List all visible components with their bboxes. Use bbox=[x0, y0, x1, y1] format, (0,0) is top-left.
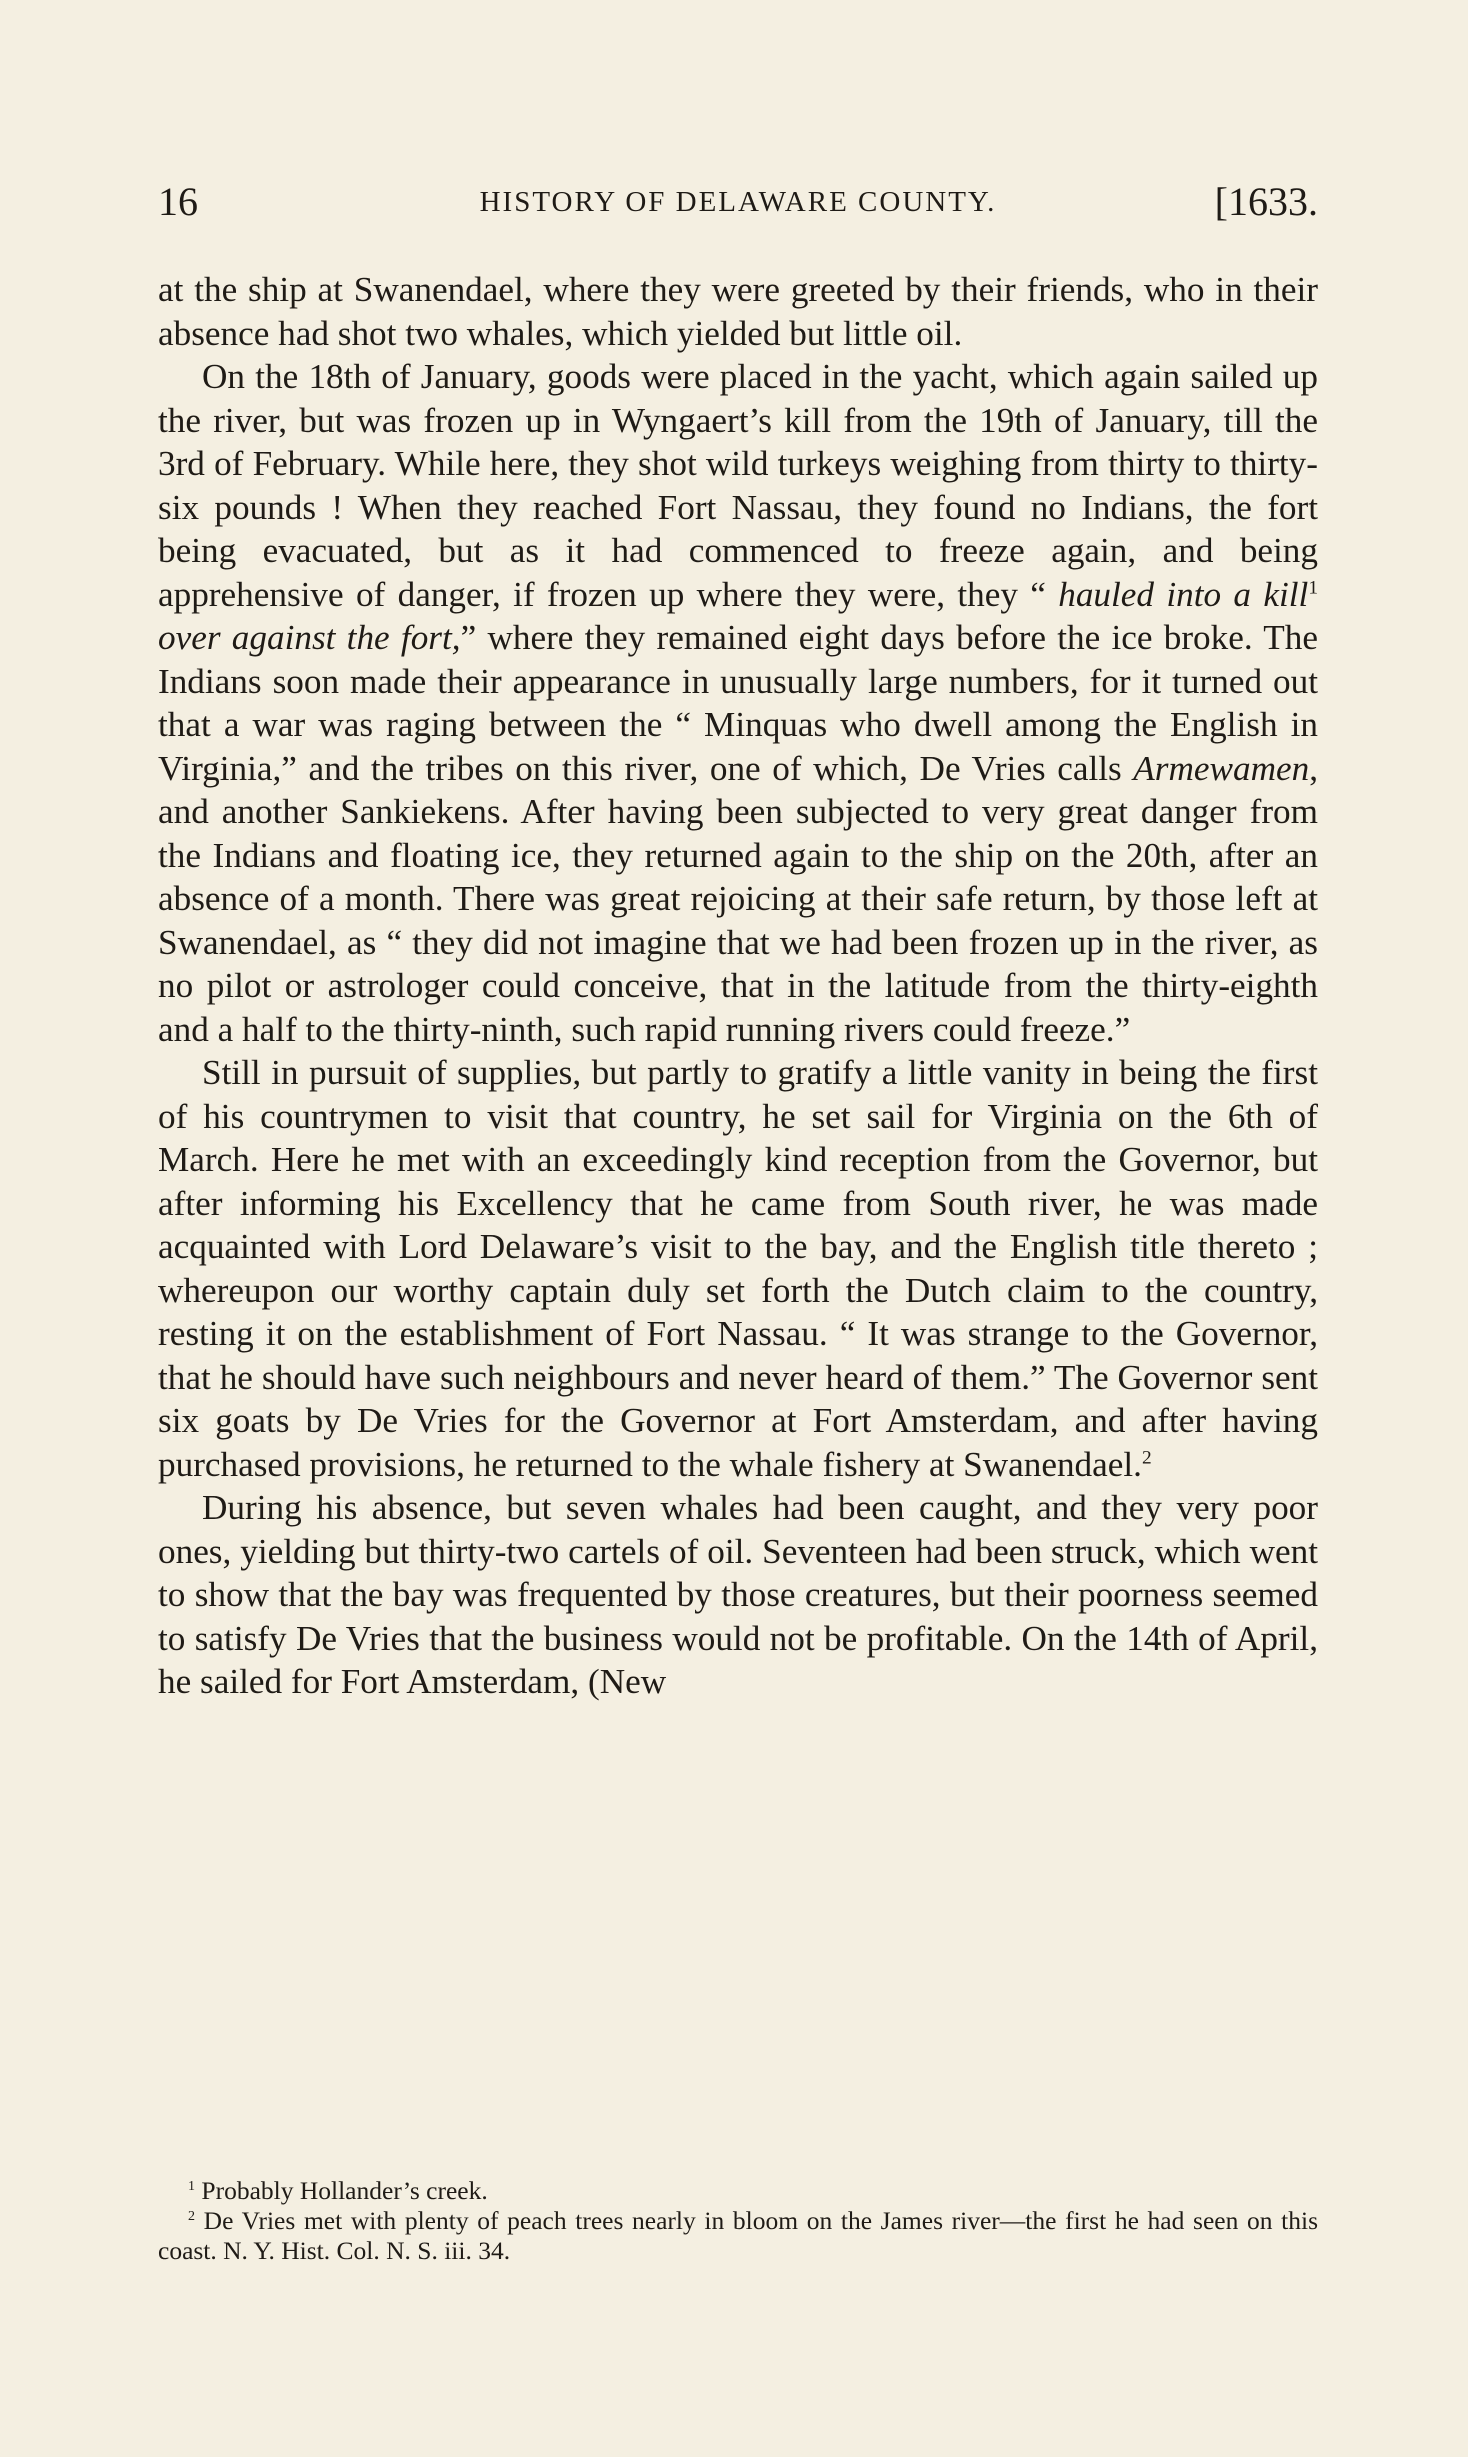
footnotes bbox=[158, 2176, 1318, 2266]
running-header bbox=[158, 178, 1318, 238]
footnote-number: 2 bbox=[188, 2208, 196, 2224]
paragraph bbox=[158, 355, 1318, 1051]
paragraph bbox=[158, 1051, 1318, 1486]
running-title: HISTORY OF DELAWARE COUNTY. bbox=[479, 186, 997, 218]
italic-text: over against the fort, bbox=[158, 618, 461, 657]
footnote bbox=[158, 2176, 1318, 2206]
italic-text: hauled into a kill bbox=[1058, 574, 1309, 614]
paragraph bbox=[158, 268, 1318, 355]
footnote-number: 1 bbox=[188, 2178, 196, 2194]
page-number: 16 bbox=[158, 179, 198, 224]
body-text bbox=[158, 268, 1318, 1704]
footnote-marker: 2 bbox=[1141, 1446, 1152, 1468]
text-segment: Still in pursuit of supplies, but partly to gratify a little vanity in being the first of his countrymen to visit that country, he set sail for Virginia on the 6th of March. Here he met with an exceedingly kind reception from the Governor, but after informing his Excellency that he came from South river, he was made acquainted with Lord Delaware’s visit to the bay, and the English title thereto ; whereupon our worthy captain duly set forth the Dutch claim to the country, resting it on the establishment of Fort Nassau. “ It was strange to the Governor, that he should have such neighbours and never heard of them.” The Governor sent six goats by De Vries for the Governor at Fort Amsterdam, and after having purchased provisions, he returned to the whale fishery at Swanendael. bbox=[158, 1053, 1318, 1484]
footnote bbox=[158, 2206, 1318, 2266]
footnote-text: Probably Hollander’s creek. bbox=[195, 2176, 488, 2205]
footnote-text: De Vries met with plenty of peach trees nearly in bloom on the James river—the first he had seen on this coast. N. Y. Hist. Col. N. S. iii. 34. bbox=[158, 2206, 1318, 2265]
header-year: [1633. bbox=[1214, 179, 1318, 224]
italic-text: Armewamen bbox=[1133, 748, 1310, 788]
text-segment: ” where they remained eight days before the ice broke. The Indians soon made their appearance in unusually large numbers, for it turned out that a war was raging between the “ Minquas who dwell among the English in Virginia,” and the tribes on this river, one of which, De Vries calls bbox=[158, 618, 1318, 788]
footnote-marker: 1 bbox=[1308, 576, 1318, 598]
text-segment: During his absence, but seven whales had been caught, and they very poor ones, yielding but thirty-two cartels of oil. Seventeen had been struck, which went to show that the bay was frequented by those creatures, but their poorness seemed to satisfy De Vries that the business would not be profitable. On the 14th of April, he sailed for Fort Amsterdam, (New bbox=[158, 1488, 1318, 1701]
text-segment: On the 18th of January, goods were placed in the yacht, which again sailed up the river, but was frozen up in Wyngaert’s kill from the 19th of January, till the 3rd of February. While here, they shot wild turkeys weighing from thirty to thirty-six pounds ! When they reached Fort Nassau, they found no Indians, the fort being evacuated, but as it had commenced to freeze again, and being apprehensive of danger, if frozen up where they were, they “ bbox=[158, 357, 1318, 614]
text-segment: , and another Sankiekens. After having been subjected to very great danger from the Indians and floating ice, they returned again to the ship on the 20th, after an absence of a month. There was great rejoicing at their safe return, by those left at Swanendael, as “ they did not imagine that we had been frozen up in the river, as no pilot or astrologer could conceive, that in the latitude from the thirty-eighth and a half to the thirty-ninth, such rapid running rivers could freeze.” bbox=[158, 748, 1318, 1049]
paragraph bbox=[158, 1486, 1318, 1704]
text-segment: at the ship at Swanendael, where they were greeted by their friends, who in their absence had shot two whales, which yielded but little oil. bbox=[158, 270, 1318, 353]
